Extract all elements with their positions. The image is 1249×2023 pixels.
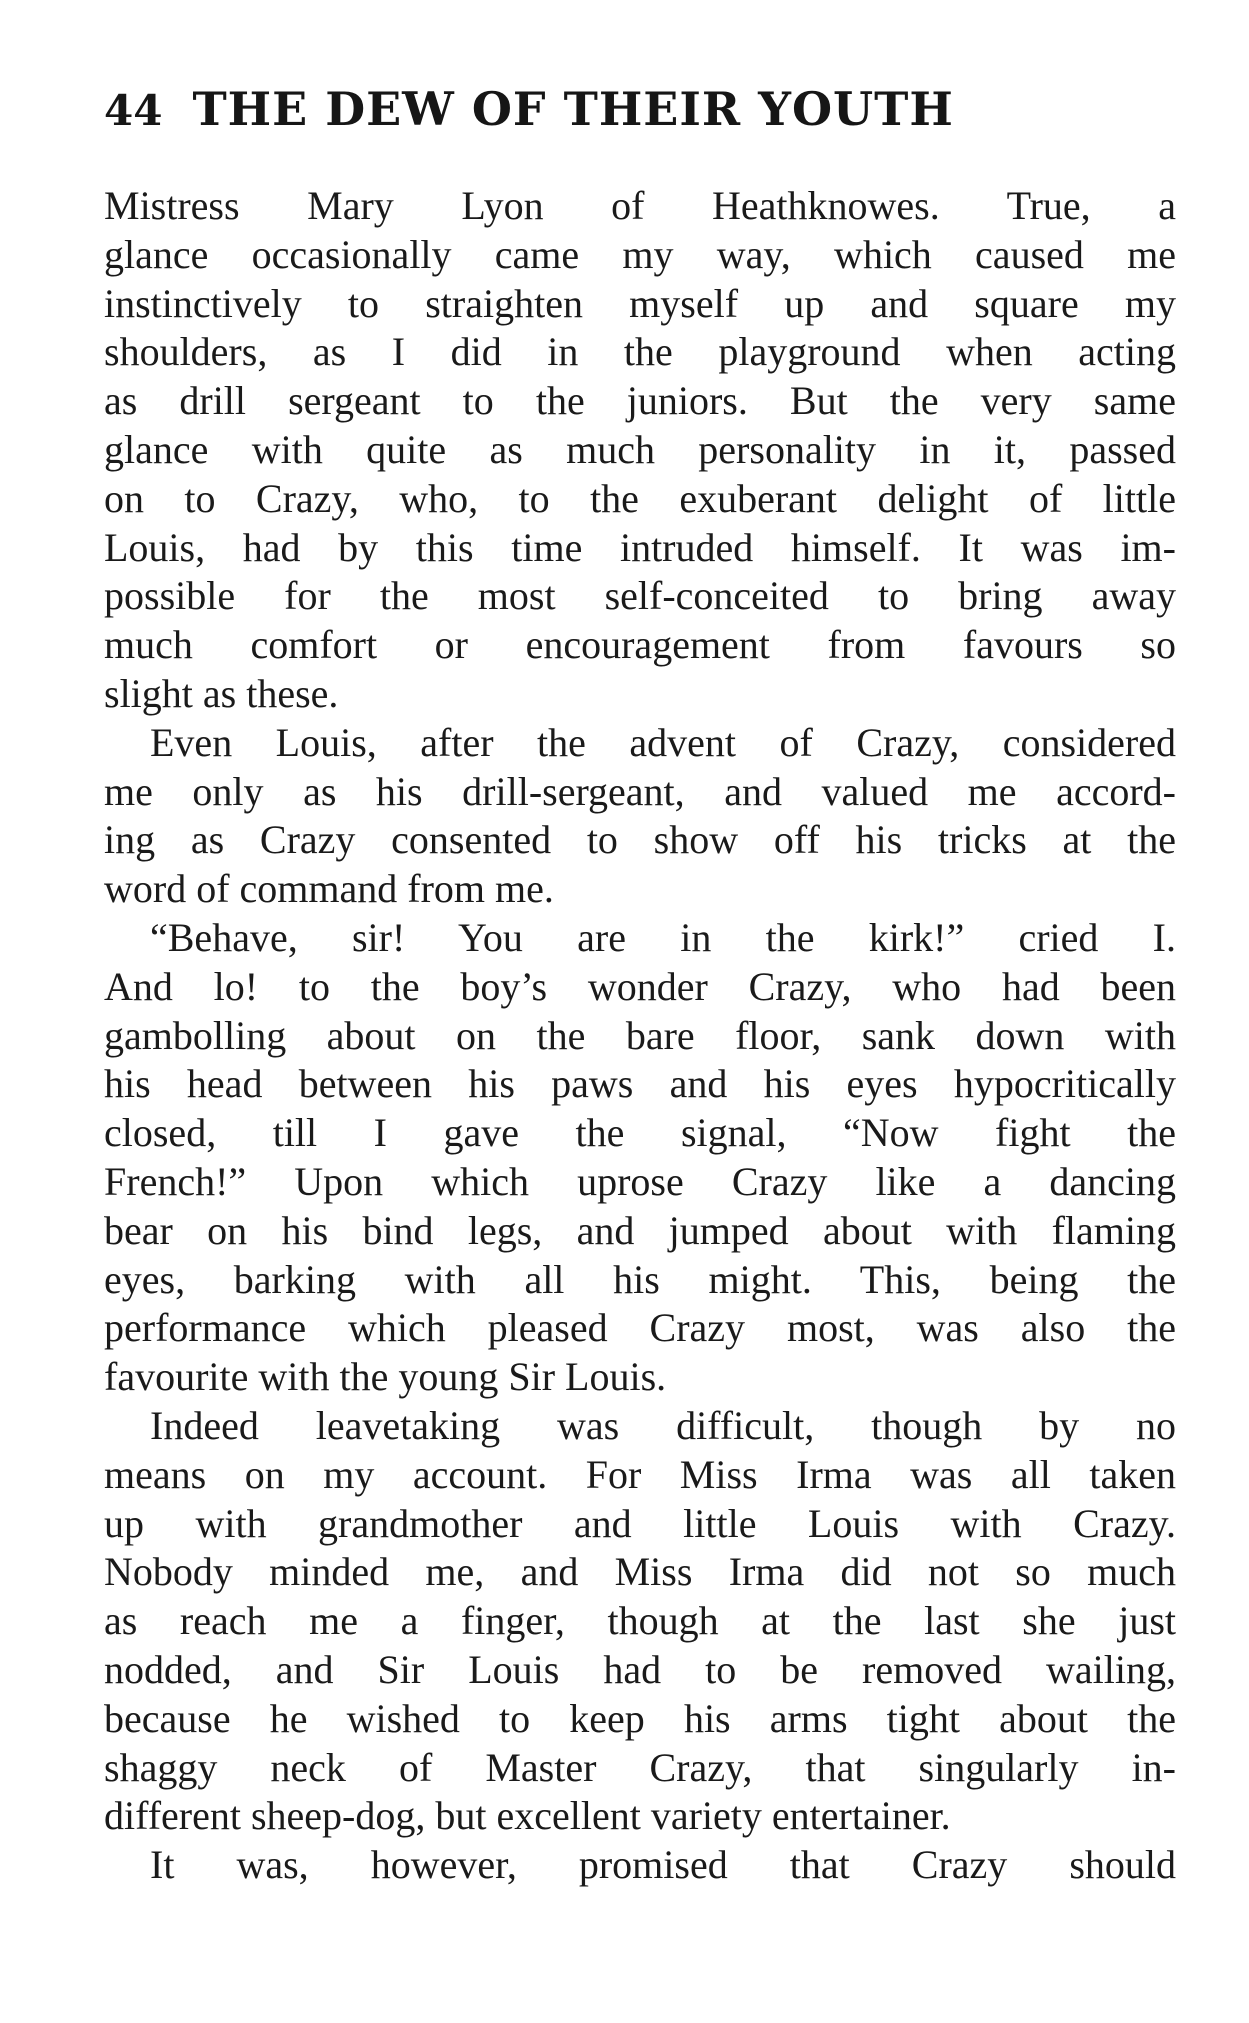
paragraph bbox=[104, 719, 1176, 914]
text-line: French!” Upon which uprose Crazy like a dancing bbox=[104, 1158, 1176, 1204]
text-line: Mistress Mary Lyon of Heathknowes. True, a bbox=[104, 183, 1176, 228]
body-text bbox=[104, 182, 1176, 1890]
text-line: word of command from me. bbox=[104, 866, 554, 912]
text-line: shaggy neck of Master Crazy, that singularly in- bbox=[104, 1744, 1176, 1790]
text-line: because he wished to keep his arms tight about the bbox=[104, 1695, 1176, 1741]
text-line: And lo! to the boy’s wonder Crazy, who had been bbox=[104, 963, 1176, 1009]
page-number: 44 bbox=[104, 86, 163, 135]
text-line: slight as these. bbox=[104, 670, 339, 716]
text-line: Indeed leavetaking was difficult, though by no bbox=[150, 1402, 1176, 1448]
text-line: as reach me a finger, though at the last she just bbox=[104, 1598, 1176, 1644]
running-head bbox=[104, 82, 1164, 142]
paragraph bbox=[104, 182, 1176, 719]
text-line: his head between his paws and his eyes hypocritically bbox=[104, 1061, 1176, 1107]
text-line: favourite with the young Sir Louis. bbox=[104, 1354, 667, 1400]
text-line: different sheep-dog, but excellent variety entertainer. bbox=[104, 1793, 951, 1839]
text-line: much comfort or encouragement from favours so bbox=[104, 622, 1176, 668]
text-line: It was, however, promised that Crazy should bbox=[150, 1842, 1176, 1888]
text-line: me only as his drill-sergeant, and valued me accord- bbox=[104, 768, 1176, 814]
text-line: glance occasionally came my way, which caused me bbox=[104, 231, 1176, 277]
text-line: means on my account. For Miss Irma was all taken bbox=[104, 1451, 1176, 1497]
text-line: on to Crazy, who, to the exuberant delight of little bbox=[104, 475, 1176, 521]
text-line: performance which pleased Crazy most, was also the bbox=[104, 1305, 1176, 1351]
running-title: THE DEW OF THEIR YOUTH bbox=[192, 82, 954, 136]
text-line: gambolling about on the bare floor, sank down with bbox=[104, 1012, 1176, 1058]
text-line: closed, till I gave the signal, “Now fight the bbox=[104, 1110, 1176, 1156]
paragraph bbox=[104, 1402, 1176, 1841]
text-line: eyes, barking with all his might. This, being the bbox=[104, 1256, 1176, 1302]
text-line: up with grandmother and little Louis with Crazy. bbox=[104, 1500, 1176, 1546]
paragraph bbox=[104, 1841, 1176, 1890]
text-line: shoulders, as I did in the playground when acting bbox=[104, 329, 1176, 375]
text-line: ing as Crazy consented to show off his tricks at the bbox=[104, 817, 1176, 863]
text-line: bear on his bind legs, and jumped about with flaming bbox=[104, 1207, 1176, 1253]
text-line: instinctively to straighten myself up and square my bbox=[104, 280, 1176, 326]
text-line: “Behave, sir! You are in the kirk!” cried I. bbox=[150, 914, 1176, 960]
paragraph bbox=[104, 914, 1176, 1402]
text-line: Even Louis, after the advent of Crazy, considered bbox=[150, 719, 1176, 765]
text-line: as drill sergeant to the juniors. But the very same bbox=[104, 378, 1176, 424]
text-line: Nobody minded me, and Miss Irma did not so much bbox=[104, 1549, 1176, 1595]
text-line: nodded, and Sir Louis had to be removed wailing, bbox=[104, 1646, 1176, 1692]
text-line: Louis, had by this time intruded himself. It was im- bbox=[104, 524, 1176, 570]
text-line: glance with quite as much personality in it, passed bbox=[104, 426, 1176, 472]
text-line: possible for the most self-conceited to bring away bbox=[104, 573, 1176, 619]
